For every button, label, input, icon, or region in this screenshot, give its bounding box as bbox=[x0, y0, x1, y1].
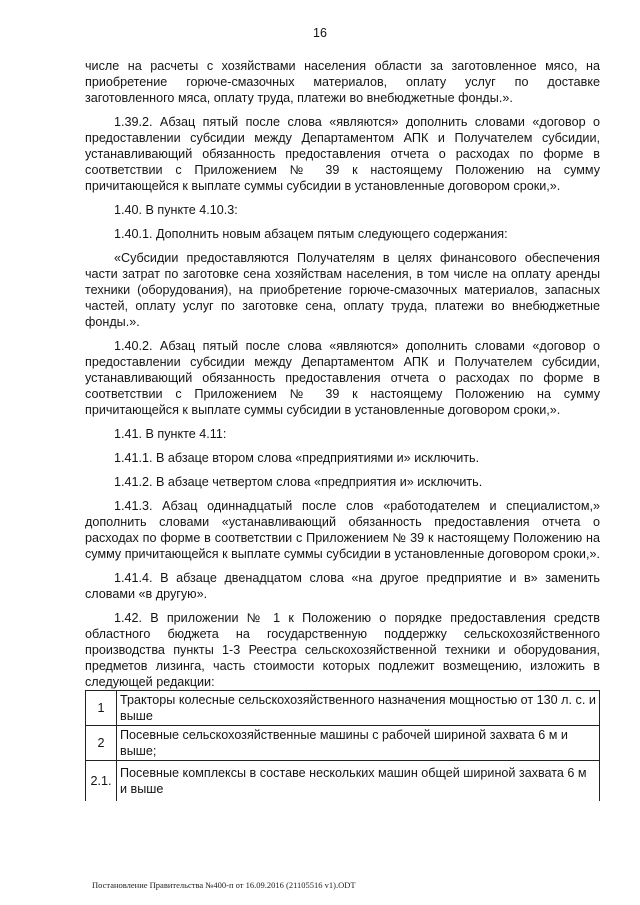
paragraph: 1.40.2. Абзац пятый после слова «являются» дополнить словами «договор о предоставлении субсидии между Департаментом АПК и Получателем субсидии, устанавливающий обязанность предоставления отчета о расходах по форме в соответствии с Приложением № 39 к настоящему Положению на сумму причитающейся к выплате суммы субсидии в установленные договором сроки,». bbox=[85, 339, 600, 417]
paragraph: 1.41.3. Абзац одиннадцатый после слов «работодателем и специалистом,» дополнить словами «устанавливающий обязанность предоставления отчета о расходах по форме в соответствии с Приложением № 39 к настоящему Положению на сумму причитающейся к выплате суммы субсидии в установленные договором сроки,». bbox=[85, 499, 600, 561]
paragraph: 1.40.1. Дополнить новым абзацем пятым следующего содержания: bbox=[114, 227, 508, 241]
paragraph: 1.42. В приложении № 1 к Положению о порядке предоставления средств областного бюджета на государственную поддержку сельскохозяйственного производства пункты 1-3 Реестра сельскохозяйственной техники и оборудования, предметов лизинга, часть стоимости которых подлежит возмещению, изложить в следующей редакции: bbox=[85, 611, 600, 689]
row-text: Тракторы колесные сельскохозяйственного назначения мощностью от 130 л. с. и выше bbox=[117, 691, 600, 726]
page-number: 16 bbox=[313, 26, 327, 40]
paragraph: 1.39.2. Абзац пятый после слова «являются» дополнить словами «договор о предоставлении субсидии между Департаментом АПК и Получателем субсидии, устанавливающий обязанность предоставления отчета о расходах по форме в соответствии с Приложением № 39 к настоящему Положению на сумму причитающейся к выплате суммы субсидии в установленные договором сроки,». bbox=[85, 115, 600, 193]
row-number: 2 bbox=[86, 726, 117, 761]
paragraph: 1.41.4. В абзаце двенадцатом слова «на другое предприятие и в» заменить словами «в другую». bbox=[85, 571, 600, 601]
paragraph: «Субсидии предоставляются Получателям в целях финансового обеспечения части затрат по заготовке сена хозяйствам населения, в том числе на оплату аренды техники (оборудования), на приобретение горюче-смазочных материалов, запасных частей, оплату услуг по заготовке сена, оплату труда, платежи во внебюджетные фонды.». bbox=[85, 251, 600, 329]
paragraph: 1.41. В пункте 4.11: bbox=[114, 427, 227, 441]
row-number: 2.1. bbox=[86, 761, 117, 802]
paragraph: 1.41.1. В абзаце втором слова «предприятиями и» исключить. bbox=[114, 451, 480, 465]
row-number: 1 bbox=[86, 691, 117, 726]
table-row bbox=[86, 691, 600, 726]
row-text: Посевные комплексы в составе нескольких машин общей шириной захвата 6 м и выше bbox=[117, 761, 600, 802]
document-body bbox=[85, 58, 600, 801]
paragraph: 1.40. В пункте 4.10.3: bbox=[114, 203, 238, 217]
document-footer: Постановление Правительства №400-п от 16.09.2016 (21105516 v1).ODT bbox=[92, 880, 356, 890]
paragraph: числе на расчеты с хозяйствами населения области за заготовленное мясо, на приобретение горюче-смазочных материалов, оплату услуг по доставке заготовленного мяса, оплату труда, платежи во внебюджетные фонды.». bbox=[85, 59, 600, 105]
table-row bbox=[86, 726, 600, 761]
paragraph: 1.41.2. В абзаце четвертом слова «предприятия и» исключить. bbox=[114, 475, 483, 489]
registry-table bbox=[85, 690, 600, 801]
table-row bbox=[86, 761, 600, 802]
row-text: Посевные сельскохозяйственные машины с рабочей шириной захвата 6 м и выше; bbox=[117, 726, 600, 761]
